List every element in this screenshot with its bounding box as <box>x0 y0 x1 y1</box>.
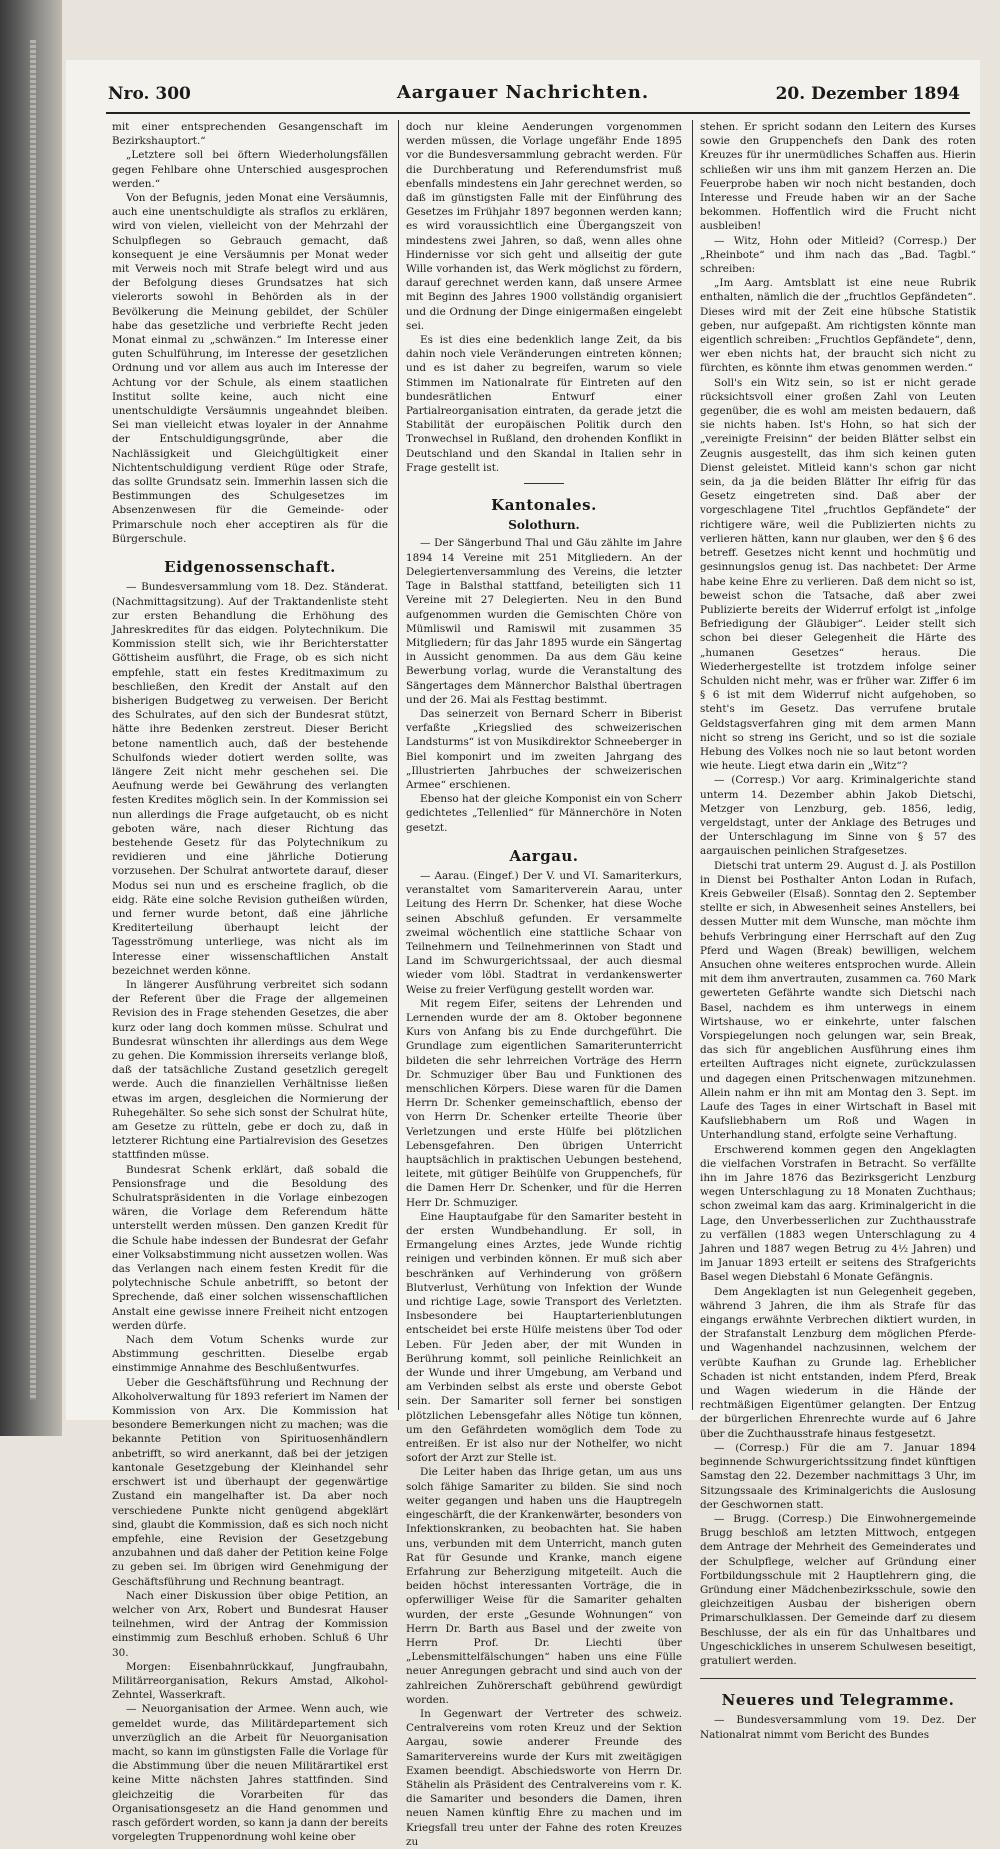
paragraph: Bundesrat Schenk erklärt, daß sobald die Pensionsfrage und die Besoldung des Schulratspräsidenten in die Vorlage einbezogen wären, die Vorlage dem Referendum hätte unterstellt werden müssen. Den ganzen Kredit für die Schule habe indessen der Bundesrat der Gefahr einer Volksabstimmung nicht aussetzen wollen. Was das Verlangen nach einem festen Kredit für die polytechnische Schule anbetrifft, so betont der Sprechende, daß einer solchen wissenschaftlichen Anstalt eine gewisse innere Freiheit nicht entzogen werden dürfe. <box>112 1163 388 1332</box>
paragraph: mit einer entsprechenden Gesangenschaft im Bezirkshauptort.“ <box>112 121 388 148</box>
paragraph: Das seinerzeit von Bernard Scherr in Biberist verfaßte „Kriegslied des schweizerischen Landsturms“ ist von Musikdirektor Schneeberger in Biel komponirt und im zweiten Jahrgang des „Illustrierten Jahrbuches der schweizerischen Armee“ erschienen. <box>406 707 682 791</box>
paragraph: Mit regem Eifer, seitens der Lehrenden und Lernenden wurde der am 8. Oktober begonnene Kurs von Anfang bis zu Ende durchgeführt. Die Grundlage zum eigentlichen Samariterunterricht bildeten die sehr lehrreichen Vorträge des Herrn Dr. Schmuziger über Bau und Funktionen des menschlichen Körpers. Diese waren für die Damen Herrn Dr. Schenker gemeinschaftlich, ebenso der von Herrn Dr. Schenker erteilte Theorie über Verletzungen und erste Hülfe bei plötzlichen Lebensgefahren. Den übrigen Unterricht hauptsächlich in praktischen Uebungen bestehend, leitete, mit gütiger Beihülfe von Gruppenchefs, für die Damen Herr Dr. Schenker, und für die Herren Herr Dr. Schmuziger. <box>406 997 682 1209</box>
section-heading: Aargau. <box>509 846 579 865</box>
page-stack-edge <box>30 40 36 1400</box>
paragraph: Dietschi trat unterm 29. August d. J. als Postillon in Dienst bei Posthalter Anton Lodan in Rufach, Kreis Gebweiler (Elsaß). Sonntag den 2. September stellte er sich, in Abwesenheit seines Anstellers, bei dessen Mutter mit dem Wunsche, man möchte ihm behufs Verbringung einer Herrschaft auf den Zug Pferd und Wagen (Break) bewilligen, welchem Ansuchen ohne weiteres entsprochen wurde. Allein mit dem ihm anvertrauten, zusammen ca. 760 Mark gewerteten Gefährte wandte sich Dietschi nach Basel, nachdem es ihm unterwegs in einem Wirtshause, wo er einkehrte, unter falschen Vorspiegelungen noch gelungen war, sein Break, das sich für angeblichen Ausführung eines ihm erteilten Auftrages nicht eignete, zurückzulassen und dagegen einen Pritschenwagen mitzunehmen. Allein nahm er ihn mit am Montag den 3. Sept. im Laufe des Tages in einer Wirtschaft in Basel mit Kaufsliebhabern um Roß und Wagen in Unterhandlung stand, erfolgte seine Verhaftung. <box>700 859 976 1142</box>
paragraph: Soll's ein Witz sein, so ist er nicht gerade rücksichtsvoll einer großen Zahl von Leuten gegenüber, die es wohl am meisten bedauern, daß sie nichts haben. Ist's Hohn, so hat sich der „vereinigte Freisinn“ der beiden Blätter selbst ein Zeugnis ausgestellt, das ihm sich keinen guten Dienst geleistet. Mitleid kann's schon gar nicht sein, da ja die beiden Blätter Ihr eifrig für das Gesetz eingetreten sind. Daß aber der vorgeschlagene Titel „fruchtlos Gepfändete“ der richtigere wäre, weil die Publizierten nichts zu verlieren hätten, kann nur glauben, wer den § 6 des betreff. Gesetzes nicht kennt und hochmütig und gesinnungslos genug ist. Das nachbetet: Der Arme habe keine Ehre zu verlieren. Daß dem nicht so ist, beweist schon die Tatsache, daß aber zwei Publizierte bereits der Widerruf erfolgt ist „infolge Befriedigung der Gläubiger“. Leider stellt sich schon bei dieser Gelegenheit die Härte des „humanen Gesetzes“ heraus. Die Wiederhergestellte ist trotzdem infolge seiner Schulden nicht mehr, was er früher war. Ziffer 6 im § 6 ist mit dem Widerruf nicht aufgehoben, so steht's im Gesetz. Das verrufene brutale Geldstagsverfahren ging mit dem armen Mann nicht so streng ins Gericht, und so ist die soziale Hebung des Volkes noch nie so laut betont worden wie heute. Liegt etwa darin ein „Witz“? <box>700 376 976 773</box>
paragraph: Es ist dies eine bedenklich lange Zeit, da bis dahin noch viele Veränderungen eintreten können; und es ist daher zu begreifen, warum so viele Stimmen im Nationalrate für Eintreten auf den bundesrätlichen Entwurf einer Partialreorganisation eintraten, da gerade jetzt die Stabilität der europäischen Politik durch den Tronwechsel in Rußland, den drohenden Konflikt in Deutschland und den Skandal in Italien sehr in Frage gestellt ist. <box>406 334 682 474</box>
column-1 <box>112 120 388 1844</box>
paragraph: Morgen: Eisenbahnrückkauf, Jungfraubahn, Militärreorganisation, Rekurs Amstad, Alkohol-Zehntel, Wasserkraft. <box>112 1660 388 1702</box>
paragraph: — Aarau. (Eingef.) Der V. und VI. Samariterkurs, veranstaltet vom Samariterverein Aarau, unter Leitung des Herrn Dr. Schenker, hat diese Woche seinen Abschluß gefunden. Er versammelte zweimal wöchentlich eine stattliche Schaar von Teilnehmern und Teilnehmerinnen von Stadt und Land im Schwurgerichtssaal, der auch diesmal wieder vom löbl. Stadtrat in verdankenswerter Weise zu freier Verfügung gestellt worden war. <box>406 869 682 996</box>
column-divider <box>398 120 399 1410</box>
paragraph: stehen. Er spricht sodann den Leitern des Kurses sowie den Gruppenchefs den Dank des roten Kreuzes für ihr unermüdliches Schaffen aus. Hierin schließen wir uns ihm mit ganzem Herzen an. Die Feuerprobe haben wir noch nicht bestanden, doch Interesse und Freude haben wir an der Sache bekommen. Hoffentlich wird die Frucht nicht ausbleiben! <box>700 121 976 233</box>
section-heading: Eidgenossenschaft. <box>164 558 336 577</box>
paragraph: — (Corresp.) Für die am 7. Januar 1894 beginnende Schwurgerichtssitzung findet künftigen Samstag den 22. Dezember nachmittags 3 Uhr, im Sitzungssaale des Kriminalgerichts die Auslosung der Geschwornen statt. <box>700 1441 976 1511</box>
separator <box>700 1678 976 1679</box>
paragraph: — Bundesversammlung vom 18. Dez. Ständerat. (Nachmittagsitzung). Auf der Traktandenliste steht zur ersten Behandlung die Erhöhung des Jahreskredites für das eidgen. Polytechnikum. Die Kommission stellt sich, wie ihr Berichterstatter Göttisheim ausführt, die Frage, ob es sich nicht empfehle, statt ein festes Kreditmaximum zu beschließen, den Kredit der Anstalt auf den bisherigen Budgetweg zu verweisen. Der Bericht des Schulrates, auf den sich der Bundesrat stützt, hätte ihre Bedenken zerstreut. Dieser Bericht betone namentlich auch, daß der bestehende Schulfonds wieder dotiert werden sollte, was längere Zeit nicht mehr geschehen sei. Die Aeufnung werde bei Gewährung des verlangten festen Kredites möglich sein. In der Kommission sei nun allerdings die Frage aufgetaucht, ob es nicht geboten wäre, nach dieser Richtung das bestehende Gesetz für das Polytechnikum zu revidieren und eine jährliche Dotierung vorzusehen. Der Schulrat antwortete darauf, dieser Modus sei nun und es erscheine fraglich, ob die eidg. Räte eine solche Revision gutheißen würden, und ferner wurde betont, daß eine jährliche Krediterteilung überhaupt leicht der Tagesströmung unterliege, was nicht als im Interesse einer wissenschaftlichen Anstalt bezeichnet werden könne. <box>112 581 388 977</box>
separator <box>524 483 564 484</box>
paragraph: Nach dem Votum Schenks wurde zur Abstimmung geschritten. Dieselbe ergab einstimmige Annahme des Beschlußentwurfes. <box>112 1334 388 1375</box>
paragraph: In längerer Ausführung verbreitet sich sodann der Referent über die Frage der allgemeinen Revision des in Frage stehenden Gesetzes, die aber kurz oder lang doch kommen müsse. Schulrat und Bundesrat wünschten ihr allerdings aus dem Wege zu gehen. Die Kommission ihrerseits verlange bloß, daß der tatsächliche Zustand gesetzlich geregelt werde. Auch die finanziellen Verhältnisse ließen etwas im argen, desgleichen die Normierung der Ruhegehälter. So sehe sich sonst der Schulrat hüte, am Gesetze zu rütteln, gebe er doch zu, daß in letzterer Richtung eine Partialrevision des Gesetzes stattfinden müsse. <box>112 978 388 1162</box>
section-heading: Kantonales. <box>491 496 597 515</box>
paragraph: doch nur kleine Aenderungen vorgenommen werden müssen, die Vorlage ungefähr Ende 1895 vor die Bundesversammlung gebracht werden. Für die Durchberatung und Referendumsfrist muß ebenfalls mindestens ein Jahr gerechnet werden, so daß im günstigsten Falle mit der Einführung des Gesetzes im Frühjahr 1897 begonnen werden kann; es wird voraussichtlich eine Übergangszeit von mindestens zwei Jahren, so daß, wenn alles ohne Hindernisse vor sich geht und allseitig der gute Wille vorhanden ist, das Werk möglichst zu fördern, darauf gerechnet werden kann, daß unsere Armee mit Beginn des Jahres 1900 vollständig organisiert und die Ordnung der Dinge einigermaßen eingelebt sei. <box>406 121 682 332</box>
paragraph: Ebenso hat der gleiche Komponist ein von Scherr gedichtetes „Tellenlied“ für Männerchöre in Noten gesetzt. <box>406 793 682 834</box>
issue-date: 20. Dezember 1894 <box>775 84 960 104</box>
paragraph: Nach einer Diskussion über obige Petition, an welcher von Arx, Robert und Bundesrat Hauser teilnehmen, wird der Antrag der Kommission einstimmig zum Beschluß erhoben. Schluß 6 Uhr 30. <box>112 1589 388 1659</box>
paragraph: — Der Sängerbund Thal und Gäu zählte im Jahre 1894 14 Vereine mit 251 Mitgliedern. An der Delegiertenversammlung des Vereins, die letzter Tage in Balsthal stattfand, beteiligten sich 11 Vereine mit 27 Delegierten. Neu in den Bund aufgenommen wurden die Gemischten Chöre von Mümliswil und Ramiswil mit zusammen 35 Mitgliedern; für das Jahr 1895 wurde ein Sängertag in Aussicht genommen. Da aus dem Gäu keine Bewerbung vorlag, wurde die Veranstaltung des Sängertages dem Männerchor Balsthal übertragen und der 26. Mai als Festtag bestimmt. <box>406 537 682 706</box>
newspaper-page <box>66 60 980 1848</box>
paragraph: — Brugg. (Corresp.) Die Einwohnergemeinde Brugg beschloß am letzten Mittwoch, entgegen dem Antrage der Mehrheit des Gemeinderates und der Schulpflege, welcher auf Gründung einer Fortbildungsschule mit 2 Hauptlehrern ging, die Gründung einer Mädchenbezirksschule, sowie den gleichzeitigen Ausbau der bisherigen obern Primarschulklassen. Der Gemeinde darf zu diesem Beschlusse, der als ein für das Unhaltbares und Ungeschickliches in unserem Schulwesen beseitigt, gratuliert werden. <box>700 1512 976 1667</box>
paragraph: Die Leiter haben das Ihrige getan, um aus uns solch fähige Samariter zu bilden. Sie sind noch weiter gegangen und haben uns die Hauptregeln eingeschärft, die der Krankenwärter, besonders von Infektionskranken, zu beobachten hat. Sie haben uns, verbunden mit dem Unterricht, manch guten Rat für Gesunde und Kranke, manch eigene Erfahrung zur Beherzigung mitgeteilt. Auch die beiden höchst interessanten Vorträge, die in opferwilliger Weise für die Samariter gehalten wurden, der erste „Gesunde Wohnungen“ von Herrn Dr. Barth aus Basel und der zweite von Herrn Prof. Dr. Liechti über „Lebensmittelfälschungen“ haben uns eine Fülle neuer Anregungen gebracht und sind auch von der zahlreichen Zuhörerschaft gebührend gewürdigt worden. <box>406 1466 682 1706</box>
paragraph: Ueber die Geschäftsführung und Rechnung der Alkoholverwaltung für 1893 referiert im Namen der Kommission von Arx. Die Kommission hat besondere Bemerkungen nicht zu machen; was die bekannte Petition von Spirituosenhändlern anbetrifft, so wird anerkannt, daß bei der jetzigen kantonale Gesetzgebung der Kleinhandel sehr erschwert ist und überhaupt der gegenwärtige Zustand ein mangelhafter ist. Da aber noch verschiedene Punkte nicht genügend abgeklärt sind, glaubt die Kommission, daß es sich noch nicht empfehle, eine Revision der Gesetzgebung anzubahnen und daß daher der Petition keine Folge zu geben sei. Im übrigen wird Genehmigung der Geschäftsführung und Rechnung beantragt. <box>112 1376 388 1588</box>
paragraph: In Gegenwart der Vertreter des schweiz. Centralvereins vom roten Kreuz und der Sektion Aargau, sowie anderer Freunde des Samaritervereins wurde der Kurs mit zweitägigen Examen beendigt. Abschiedsworte von Herrn Dr. Stähelin als Präsident des Centralvereins vom r. K. die Samariter und besonders die Damen, ihren neuen Namen künftig Ehre zu machen und im Kriegsfall treu unter der Fahne des roten Kreuzes zu <box>406 1707 682 1848</box>
paragraph: — Witz, Hohn oder Mitleid? (Corresp.) Der „Rheinbote“ und ihm nach das „Bad. Tagbl.“ schreiben: <box>700 234 976 276</box>
paragraph: — Neuorganisation der Armee. Wenn auch, wie gemeldet wurde, das Militärdepartement sich unverzüglich an die Arbeit für Neuorganisation macht, so kann im günstigsten Falle die Vorlage für die Abstimmung über die neuen Militärartikel erst keine Mitte nächsten Jahres stattfinden. Sind gleichzeitig die Vorarbeiten für das Organisationsgesetz an die Hand genommen und rasch gefördert worden, so kann ja dann der bereits vorgelegten Truppenordnung wohl keine ober <box>112 1703 388 1844</box>
section-heading: Neueres und Telegramme. <box>721 1691 955 1710</box>
paragraph: „Im Aarg. Amtsblatt ist eine neue Rubrik enthalten, nämlich die der „fruchtlos Gepfändeten“. Dieses wird mit der Zeit eine hübsche Statistik geben, nur aufgepaßt. Am richtigsten könnte man eigentlich schreiben: „Fruchtlos Gepfändete“, denn, wer eben nichts hat, der braucht sich nicht zu fürchten, es könnte ihm etwas genommen werden.“ <box>700 277 976 375</box>
paragraph: Von der Befugnis, jeden Monat eine Versäumnis, auch eine unentschuldigte als straflos zu erklären, wird von vielen, vielleicht von der Mehrzahl der Schulpflegen so Gebrauch gemacht, daß konsequent je eine Versäumnis per Monat weder mit Verweis noch mit Strafe belegt wird und aus der Befolgung dieses Grundsatzes hat sich vielerorts sowohl in Behörden als in der Bevölkerung die Meinung gebildet, der Schüler habe das gesetzliche und verbriefte Recht jeden Monat einmal zu „schwänzen.“ Im Interesse einer guten Schulführung, im Interesse der gesetzlichen Ordnung und vor allem aus auch im Interesse der Achtung vor der Schule, als einem staatlichen Institut sollte keine, auch nicht eine unentschuldigte Versäumnis ungeahndet bleiben. Sei man vielleicht etwas loyaler in der Annahme der Entschuldigungsgründe, aber die Nachlässigkeit und Gleichgültigkeit einer Nichtentschuldigung verdient Rüge oder Strafe, das sollte Grundsatz sein. Immerhin lassen sich die Bestimmungen des Schulgesetzes im Absenzenwesen für die Gemeinde- oder Primarschule noch eher acceptiren als für die Bürgerschule. <box>112 192 388 545</box>
header-rule <box>106 112 970 114</box>
subsection-heading: Solothurn. <box>508 518 580 533</box>
column-divider <box>692 120 693 1410</box>
newspaper-title: Aargauer Nachrichten. <box>396 82 650 103</box>
paragraph: „Letztere soll bei öftern Wiederholungsfällen gegen Fehlbare ohne Unterschied ausgesprochen werden.“ <box>112 149 388 190</box>
column-2 <box>406 120 682 1848</box>
paragraph: Erschwerend kommen gegen den Angeklagten die vielfachen Vorstrafen in Betracht. So verfällte ihn im Jahre 1876 das Bezirksgericht Lenzburg wegen Unterschlagung zu 18 Monaten Zuchthaus; schon zweimal kam das aarg. Kriminalgericht in die Lage, den Unverbesserlichen zur Zuchthausstrafe zu verfällen (1883 wegen Unterschlagung zu 4 Jahren und 1887 wegen Betrug zu 4½ Jahren) und im Januar 1893 erteilt er seitens des Strafgerichts Basel wegen Diebstahl 6 Monate Gefängnis. <box>700 1143 976 1284</box>
page-header <box>66 80 980 110</box>
column-3 <box>700 120 976 1741</box>
paragraph: Dem Angeklagten ist nun Gelegenheit gegeben, während 3 Jahren, die ihm als Strafe für das eingangs erwähnte Verbrechen diktiert wurden, in der Strafanstalt Lenzburg dem möglichen Pferde- und Wagenhandel nachzusinnen, welchem der verübte Kaufhan zu Grunde lag. Erheblicher Schaden ist nicht entstanden, indem Pferd, Break und Wagen wiederum in die Hände der rechtmäßigen Eigentümer gelangten. Der Entzug der bürgerlichen Ehrenrechte wurde auf 6 Jahre über die Zuchthausstrafe hinaus festgesetzt. <box>700 1285 976 1440</box>
paragraph: — Bundesversammlung vom 19. Dez. Der Nationalrat nimmt vom Bericht des Bundes <box>700 1714 976 1741</box>
paragraph: Eine Hauptaufgabe für den Samariter besteht in der ersten Wundbehandlung. Er soll, in Ermangelung eines Arztes, jede Wunde richtig reinigen und verbinden können. Er muß sich aber beschränken auf Verhinderung von größern Blutverlust, Verhütung von Infektion der Wunde und richtige Lage, sowie Transport des Verletzten. Insbesondere bei Hauptarterienblutungen entscheidet bei erste Hülfe meistens über Tod oder Leben. Für Jeden aber, der mit Wunden in Berührung kommt, soll peinliche Reinlichkeit an der Wunde und ihrer Umgebung, am Verband und am Verbinden selbst als erste und oberste Gebot sein. Der Samariter soll ferner bei sonstigen plötzlichen Lebensgefahr alles Nötige tun können, um den Gefährdeten womöglich dem Tode zu entreißen. Er ist also nur der Nothelfer, wo nicht sofort der Arzt zur Stelle ist. <box>406 1210 682 1465</box>
paragraph: — (Corresp.) Vor aarg. Kriminalgerichte stand unterm 14. Dezember abhin Jakob Dietschi, Metzger von Lenzburg, geb. 1856, ledig, vergeldstagt, unter der Anklage des Betruges und der Unterschlagung im Sinne von § 57 des aargauischen peinlichen Strafgesetzes. <box>700 774 976 858</box>
issue-number: Nro. 300 <box>108 84 191 104</box>
